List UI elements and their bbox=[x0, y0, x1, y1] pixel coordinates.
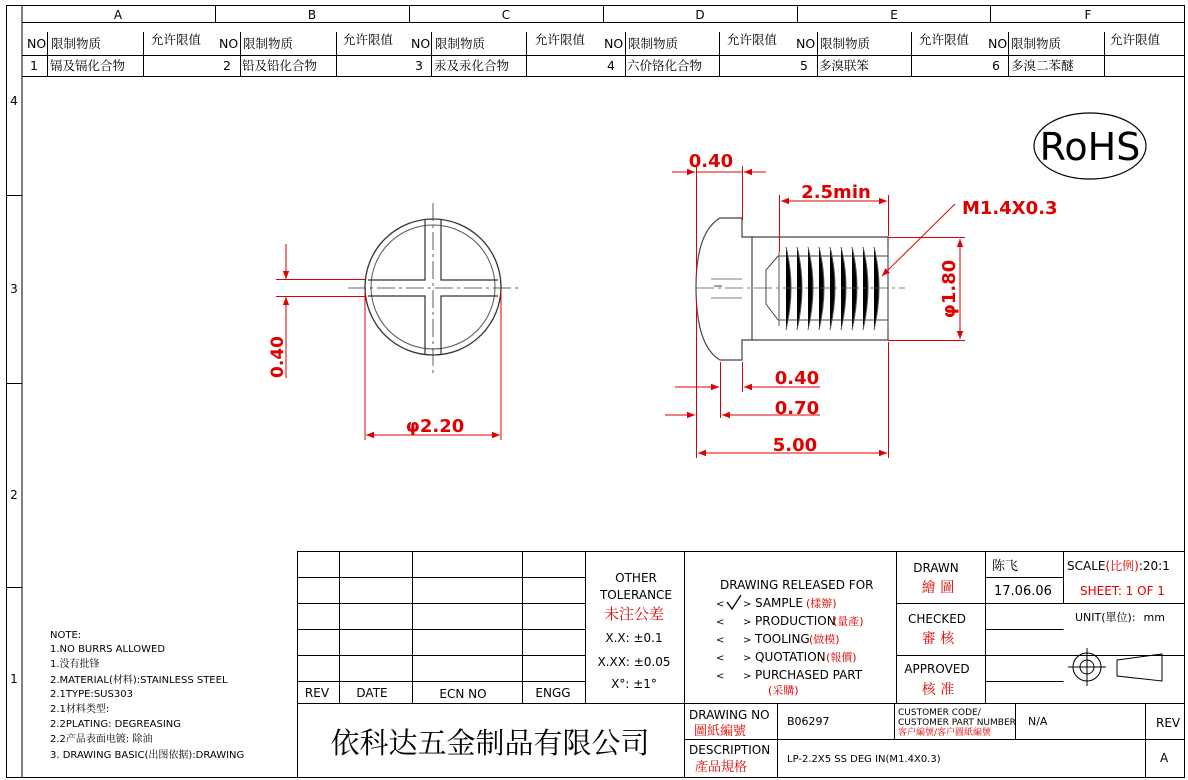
hdr-limit-2: 允许限值 bbox=[343, 32, 394, 47]
dim-front-slot: 0.40 bbox=[268, 336, 288, 378]
rev-header: REV bbox=[304, 686, 330, 700]
scale-label-cn: (比例) bbox=[1105, 559, 1139, 573]
tolerance-l3: 未注公差 bbox=[603, 605, 665, 623]
hdr-substance-5: 限制物质 bbox=[820, 36, 871, 51]
tolerance-l1: OTHER bbox=[615, 571, 657, 585]
hdr-no-1: NO bbox=[27, 36, 47, 51]
svg-text:>: > bbox=[743, 599, 752, 610]
hdr-substance-3: 限制物质 bbox=[435, 36, 486, 51]
dim-side-head: 0.40 bbox=[688, 151, 734, 172]
scale-label-en: SCALE bbox=[1067, 559, 1106, 573]
hdr-substance-1: 限制物质 bbox=[51, 36, 102, 51]
item-no-6: 6 bbox=[992, 58, 1000, 73]
engg-header: ENGG bbox=[535, 686, 571, 700]
dim-front-dia: φ2.20 bbox=[405, 416, 465, 437]
zone-col-a: A bbox=[113, 8, 123, 22]
checkmark-icon bbox=[727, 595, 741, 609]
note-line-6: 2.2PLATING: DEGREASING bbox=[50, 719, 182, 730]
unit-label-text: UNIT(單位): bbox=[1075, 611, 1136, 624]
item-no-4: 4 bbox=[607, 58, 615, 73]
rohs-label: RoHS bbox=[1039, 125, 1141, 169]
thread-lines bbox=[779, 247, 888, 330]
date-header: DATE bbox=[356, 686, 388, 700]
checked-label-cn: 審 核 bbox=[921, 631, 955, 647]
drawing-no: B06297 bbox=[787, 715, 830, 728]
zone-row-3: 3 bbox=[10, 282, 18, 296]
hdr-no-4: NO bbox=[604, 36, 624, 51]
hdr-limit-6: 允许限值 bbox=[1110, 32, 1161, 47]
unit-label bbox=[1075, 611, 1165, 624]
zone-row-1: 1 bbox=[10, 672, 18, 686]
customer-code-2: CUSTOMER PART NUMBER bbox=[898, 718, 1016, 728]
svg-text:<: < bbox=[716, 653, 725, 664]
hdr-no-5: NO bbox=[796, 36, 816, 51]
ecn-header: ECN NO bbox=[439, 687, 487, 701]
hdr-limit-1: 允许限值 bbox=[151, 32, 202, 47]
item-name-6: 多溴二苯醚 bbox=[1011, 58, 1074, 73]
rohs-badge bbox=[1034, 113, 1146, 179]
note-line-5: 2.1材料类型: bbox=[50, 704, 110, 715]
dim-thread-length: 2.5min bbox=[801, 182, 871, 203]
drawing-no-label: DRAWING NO bbox=[689, 708, 770, 722]
drawing-no-label-cn: 圖紙編號 bbox=[694, 724, 747, 739]
hdr-limit-5: 允许限值 bbox=[919, 32, 970, 47]
release-quotation-cn: (報價) bbox=[826, 651, 857, 664]
notes bbox=[50, 630, 244, 761]
note-line-7: 2.2产品表面电镀: 除油 bbox=[50, 734, 153, 745]
substance-table bbox=[22, 32, 1184, 77]
zone-col-f: F bbox=[1084, 8, 1092, 22]
item-name-1: 镉及镉化合物 bbox=[50, 58, 126, 73]
note-line-3: 2.MATERIAL(材料):STAINLESS STEEL bbox=[50, 675, 228, 686]
item-name-3: 汞及汞化合物 bbox=[434, 58, 510, 73]
release-quotation: QUOTATION bbox=[755, 650, 826, 664]
customer-code-1: CUSTOMER CODE/ bbox=[898, 708, 981, 718]
dim-040: 0.40 bbox=[774, 368, 820, 389]
scale-value: :20:1 bbox=[1138, 559, 1170, 573]
drawn-label: DRAWN bbox=[913, 561, 959, 575]
hdr-limit-4: 允许限值 bbox=[727, 32, 778, 47]
svg-text:>: > bbox=[743, 635, 752, 646]
side-view bbox=[665, 151, 1058, 458]
tolerance-t1: X.X: ±0.1 bbox=[605, 631, 663, 645]
dim-thread-dia: φ1.80 bbox=[939, 259, 960, 319]
release-production-cn: (量產) bbox=[833, 615, 864, 628]
customer-value: N/A bbox=[1028, 715, 1048, 728]
unit-value: mm bbox=[1143, 611, 1165, 624]
zone-col-e: E bbox=[890, 8, 898, 22]
dim-thread-spec: M1.4X0.3 bbox=[962, 198, 1058, 219]
item-name-2: 铅及铅化合物 bbox=[242, 58, 318, 73]
description-label-cn: 產品規格 bbox=[695, 760, 748, 775]
zone-col-d: D bbox=[695, 8, 705, 22]
approved-label: APPROVED bbox=[904, 662, 970, 676]
svg-text:>: > bbox=[743, 617, 752, 628]
rev-label: REV bbox=[1156, 716, 1181, 730]
rev-value: A bbox=[1160, 751, 1169, 765]
hdr-substance-6: 限制物质 bbox=[1011, 36, 1062, 51]
hdr-no-2: NO bbox=[219, 36, 239, 51]
zone-row-4: 4 bbox=[10, 94, 18, 108]
svg-text:>: > bbox=[743, 653, 752, 664]
release-production: PRODUCTION bbox=[755, 614, 836, 628]
svg-text:<: < bbox=[716, 671, 725, 682]
zone-row-2: 2 bbox=[10, 488, 18, 502]
hdr-no-6: NO bbox=[988, 36, 1008, 51]
sheet-border bbox=[7, 6, 1185, 778]
hdr-limit-3: 允许限值 bbox=[535, 32, 586, 47]
tolerance-t2: X.XX: ±0.05 bbox=[597, 655, 671, 669]
front-view bbox=[268, 203, 520, 440]
release-purchased: PURCHASED PART bbox=[755, 668, 863, 682]
company-name: 依科达五金制品有限公司 bbox=[330, 726, 650, 760]
release-tooling-cn: (做模) bbox=[809, 633, 840, 646]
svg-text:<: < bbox=[716, 599, 725, 610]
item-no-5: 5 bbox=[800, 58, 808, 73]
customer-code-cn: 客户編號/客户圖紙編號 bbox=[898, 728, 992, 738]
note-line-2: 1.没有批锋 bbox=[50, 659, 100, 670]
tolerance-t3: X°: ±1° bbox=[611, 677, 657, 691]
dim-500: 5.00 bbox=[772, 435, 818, 456]
hdr-substance-2: 限制物质 bbox=[243, 36, 294, 51]
hdr-substance-4: 限制物质 bbox=[628, 36, 679, 51]
approved-label-cn: 核 准 bbox=[921, 682, 955, 698]
drawn-label-cn: 繪 圖 bbox=[921, 580, 955, 596]
drawn-date: 17.06.06 bbox=[994, 584, 1052, 599]
tolerance-l2: TOLERANCE bbox=[599, 588, 673, 602]
drawn-by: 陈飞 bbox=[992, 559, 1019, 574]
release-title: DRAWING RELEASED FOR bbox=[720, 578, 874, 592]
note-line-1: 1.NO BURRS ALLOWED bbox=[50, 644, 166, 655]
zone-col-b: B bbox=[307, 8, 317, 22]
zone-column-labels bbox=[114, 8, 1092, 22]
svg-text:<: < bbox=[716, 635, 725, 646]
release-sample-cn: (樣辦) bbox=[806, 597, 837, 610]
projection-symbol-icon bbox=[1068, 648, 1162, 686]
release-purchased-cn: (采購) bbox=[768, 684, 799, 697]
notes-title: NOTE: bbox=[50, 630, 82, 641]
checked-label: CHECKED bbox=[907, 612, 967, 626]
dim-070: 0.70 bbox=[774, 398, 820, 419]
sheet-count: SHEET: 1 OF 1 bbox=[1080, 584, 1165, 598]
description: LP-2.2X5 SS DEG IN(M1.4X0.3) bbox=[787, 754, 941, 765]
hdr-no-3: NO bbox=[411, 36, 431, 51]
note-line-8: 3. DRAWING BASIC(出图依据):DRAWING bbox=[50, 750, 245, 761]
description-label: DESCRIPTION bbox=[689, 743, 771, 757]
item-no-2: 2 bbox=[223, 58, 231, 73]
svg-text:<: < bbox=[716, 617, 725, 628]
scale-label bbox=[1067, 558, 1170, 573]
title-block bbox=[298, 552, 1185, 778]
item-name-4: 六价铬化合物 bbox=[627, 58, 703, 73]
item-no-3: 3 bbox=[415, 58, 423, 73]
zone-col-c: C bbox=[501, 8, 511, 22]
note-line-4: 2.1TYPE:SUS303 bbox=[50, 689, 133, 700]
release-tooling: TOOLING bbox=[755, 632, 810, 646]
item-name-5: 多溴联笨 bbox=[819, 58, 870, 73]
zone-row-labels bbox=[10, 94, 18, 686]
item-no-1: 1 bbox=[30, 58, 38, 73]
svg-text:>: > bbox=[743, 671, 752, 682]
release-sample: SAMPLE bbox=[755, 596, 803, 610]
